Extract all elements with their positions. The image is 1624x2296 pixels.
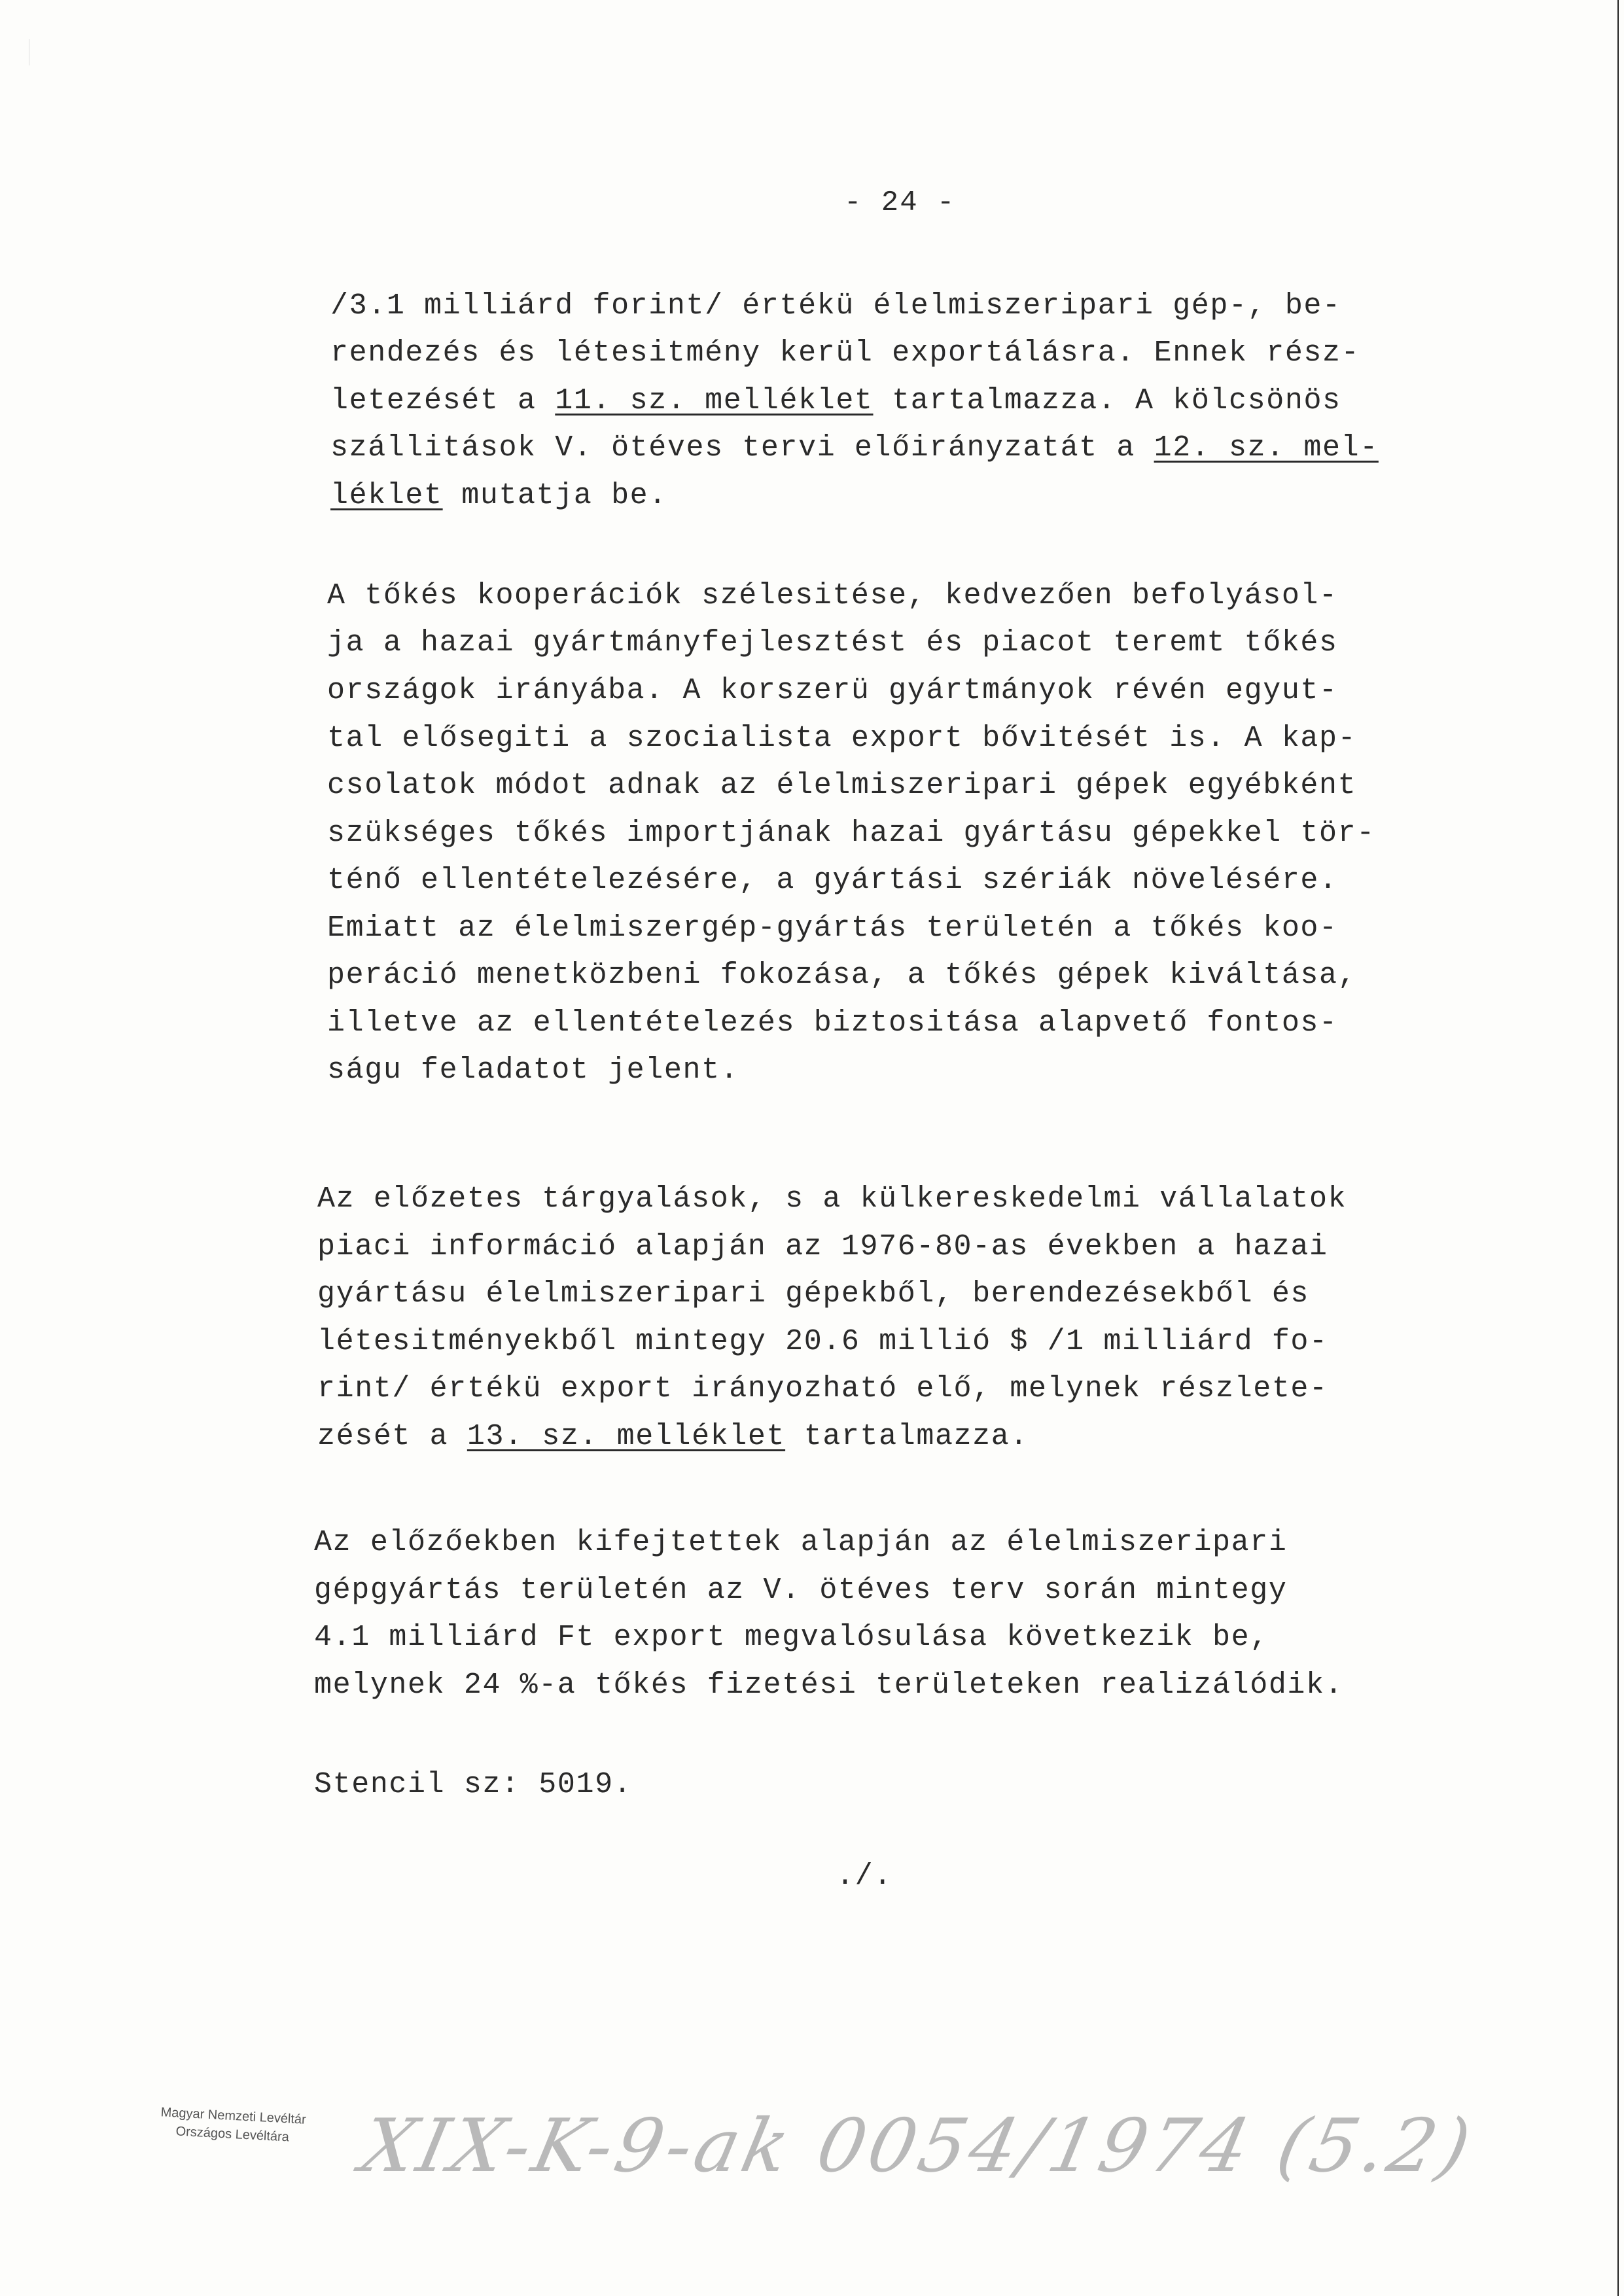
text-line [317,1232,1328,1262]
text-segment: /3.1 milliárd forint/ értékü élelmiszeripari gép-, be- [330,289,1341,323]
archive-stamp-line1: Magyar Nemzeti Levéltár [160,2105,307,2127]
text-segment: ténő ellentételezésére, a gyártási szériák növelésére. [327,864,1338,897]
text-segment: peráció menetközbeni fokozása, a tőkés gépek kiváltása, [327,959,1357,992]
text-line [330,386,1341,415]
text-line [314,1670,1343,1700]
text-segment: illetve az ellentételezés biztositása alapvető fontos- [327,1006,1338,1040]
text-line [317,1184,1347,1214]
text-segment: mutatja be. [442,479,667,512]
underlined-reference: 11. sz. melléklet [555,384,874,417]
text-line [330,481,667,510]
text-line [327,913,1338,943]
text-segment: ja a hazai gyártmányfejlesztést és piacot teremt tőkés [327,626,1338,660]
text-line [327,676,1338,705]
text-segment: szállitások V. ötéves tervi előirányzatát a [330,431,1154,465]
text-segment: 4.1 milliárd Ft export megvalósulása következik be, [314,1621,1269,1654]
text-line [327,724,1356,753]
archive-reference-handwriting: XIX-K-9-ak 0054/1974 (5.2) [354,2104,1482,2189]
text-segment: tartalmazza. [785,1420,1029,1453]
text-segment: tal elősegiti a szocialista export bővitését is. A kap- [327,722,1357,755]
text-line [327,581,1338,610]
page-number: - 24 - [844,186,956,219]
text-line [314,1770,632,1799]
text-segment: piaci információ alapján az 1976-80-as években a hazai [317,1230,1328,1263]
text-segment: országok irányába. A korszerü gyártmányok révén egyut- [327,674,1338,707]
text-segment: Az előzetes tárgyalások, s a külkereskedelmi vállalatok [317,1182,1347,1216]
text-segment: létesitményekből mintegy 20.6 millió $ /1 milliárd fo- [317,1325,1328,1358]
text-segment: letezését a [330,384,556,417]
text-line [327,628,1338,658]
underlined-reference: 12. sz. mel- [1154,431,1379,465]
underlined-reference: léklet [330,479,443,512]
text-line [317,1327,1328,1356]
text-segment: rendezés és létesitmény kerül exportálásra. Ennek rész- [330,336,1360,370]
text-segment: Emiatt az élelmiszergép-gyártás területén a tőkés koo- [327,911,1338,945]
text-segment: melynek 24 %-a tőkés fizetési területeken realizálódik. [314,1669,1344,1702]
text-segment: gépgyártás területén az V. ötéves terv során mintegy [314,1574,1288,1607]
text-segment: ságu feladatot jelent. [327,1053,739,1087]
text-line [317,1422,1029,1451]
text-line [330,291,1341,321]
text-line [836,1862,892,1891]
text-segment: A tőkés kooperációk szélesitése, kedvezően befolyásol- [327,579,1338,612]
text-line [327,866,1338,895]
text-segment: Stencil sz: 5019. [314,1768,633,1801]
archive-stamp-line2: Országos Levéltára [175,2124,290,2145]
scan-right-edge [1617,0,1619,2296]
text-line [327,1055,739,1085]
underlined-reference: 13. sz. melléklet [467,1420,786,1453]
text-segment: Az előzőekben kifejtettek alapján az élelmiszeripari [314,1526,1288,1559]
text-line [330,338,1360,368]
text-line [330,433,1379,463]
text-segment: szükséges tőkés importjának hazai gyártásu gépekkel tör- [327,817,1375,850]
text-segment: csolatok módot adnak az élelmiszeripari gépek egyébként [327,769,1357,802]
text-segment: tartalmazza. A kölcsönös [873,384,1341,417]
text-line [327,819,1375,848]
text-segment: ./. [836,1860,892,1893]
archive-stamp [128,2102,338,2149]
text-line [327,961,1356,990]
text-line [314,1623,1269,1652]
text-segment: gyártásu élelmiszeripari gépekből, berendezésekből és [317,1277,1310,1311]
text-line [327,771,1356,800]
text-segment: zését a [317,1420,467,1453]
text-line [317,1374,1328,1404]
text-line [327,1008,1338,1038]
text-line [317,1279,1309,1309]
text-line [314,1576,1287,1605]
text-line [314,1528,1287,1557]
text-segment: rint/ értékü export irányozható elő, melynek részlete- [317,1372,1328,1405]
